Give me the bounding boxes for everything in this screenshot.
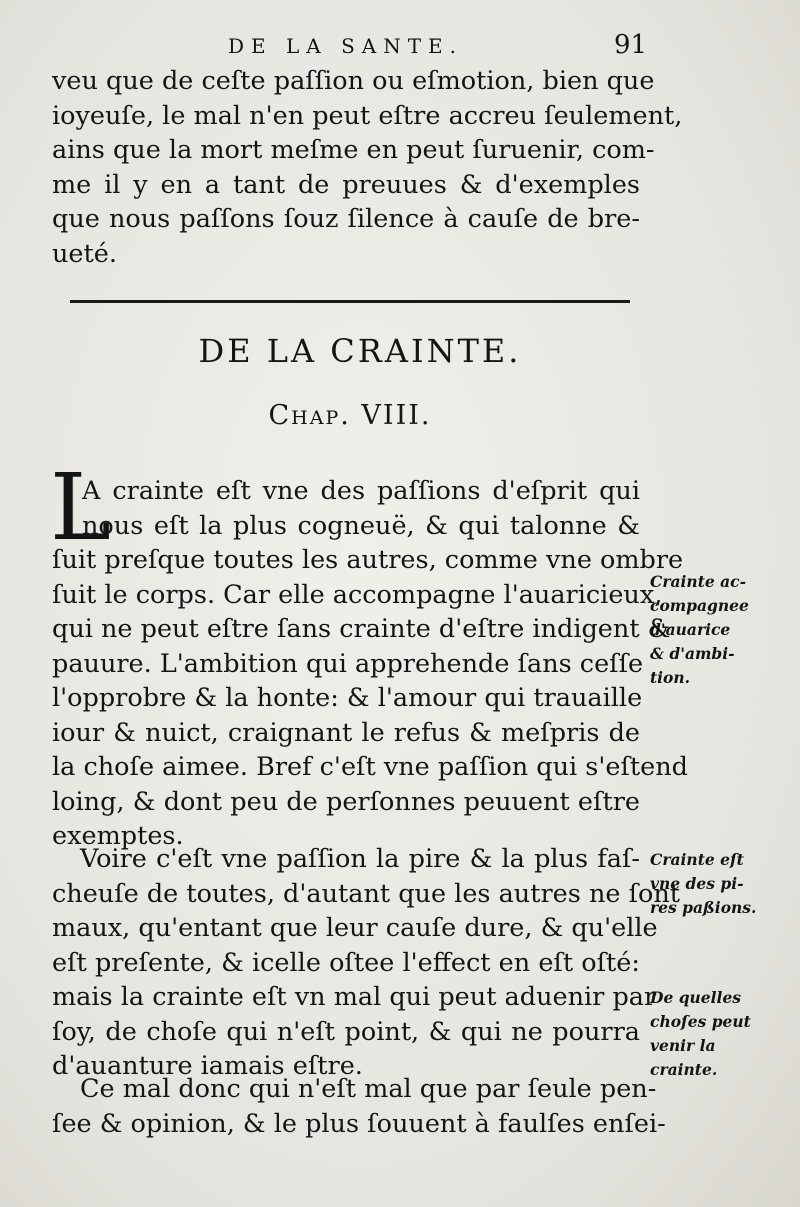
margin-note-line: d'auarice	[650, 620, 731, 639]
text-line: veu que de ceſte paſſion ou eſmotion, bien que	[52, 66, 655, 96]
drop-cap: L	[50, 454, 112, 561]
text-line: loing, & dont peu de perſonnes peuuent eſtre	[52, 786, 640, 817]
margin-note-line: compagnee	[650, 596, 749, 615]
margin-note-line: & d'ambi-	[650, 644, 735, 663]
page-number: 91	[614, 30, 648, 60]
text-line: que nous paſſons ſouz ſilence à cauſe de bre-	[52, 204, 640, 234]
text-line: cheuſe de toutes, d'autant que les autres ne ſont	[52, 878, 681, 909]
chapter-number: Chap. VIII.	[268, 400, 432, 431]
text-line: d'auanture iamais eſtre.	[52, 1051, 363, 1081]
text-line: ſuit le corps. Car elle accompagne l'auaricieux,	[52, 579, 663, 610]
text-line: eſt preſente, & icelle oſtee l'effect en eſt oſté:	[52, 947, 640, 978]
text-line: me il y en a tant de preuues & d'exemples	[52, 169, 640, 200]
margin-note-line: Crainte eſt	[650, 850, 744, 869]
text-line: ueté.	[52, 238, 117, 269]
text-line: ains que la mort meſme en peut ſuruenir, com-	[52, 135, 655, 165]
text-line: Ce mal donc qui n'eſt mal que par ſeule pen-	[80, 1074, 657, 1104]
running-head: DE LA SANTE.	[228, 34, 464, 58]
text-line: Voire c'eſt vne paſſion la pire & la plus faſ-	[80, 844, 640, 874]
text-line: ſee & opinion, & le plus ſouuent à faulſes enſei-	[52, 1108, 666, 1139]
margin-note-line: venir la	[650, 1036, 716, 1055]
text-line: A crainte eſt vne des paſſions d'eſprit qui	[82, 476, 640, 506]
margin-note-line: crainte.	[650, 1060, 718, 1079]
top-paragraph	[52, 64, 683, 271]
margin-note-line: choſes peut	[650, 1012, 751, 1031]
margin-note-line: De quelles	[650, 988, 742, 1007]
text-line: mais la crainte eſt vn mal qui peut aduenir par	[52, 982, 657, 1012]
margin-note-line: vne des pi-	[650, 874, 744, 893]
text-line: pauure. L'ambition qui apprehende ſans ceſſe	[52, 648, 644, 679]
margin-note-1	[650, 570, 800, 690]
text-line: ſoy, de choſe qui n'eſt point, & qui ne pourra	[52, 1016, 640, 1047]
text-line: maux, qu'entant que leur cauſe dure, & qu'elle	[52, 913, 658, 943]
margin-note-line: tion.	[650, 668, 691, 687]
paragraph-3	[52, 1072, 666, 1141]
text-line: nous eſt la plus cogneuë, & qui talonne &	[82, 510, 640, 541]
margin-note-line: Crainte ac-	[650, 572, 747, 591]
text-line: iour & nuict, craignant le refus & meſpris de	[52, 717, 640, 748]
margin-note-2	[650, 848, 800, 920]
text-line: la choſe aimee. Bref c'eſt vne paſſion qui s'eſtend	[52, 752, 689, 782]
margin-note-3	[650, 986, 800, 1082]
text-line: qui ne peut eſtre ſans crainte d'eſtre indigent &	[52, 614, 671, 644]
text-line: exemptes.	[52, 821, 184, 851]
page-header	[0, 30, 800, 64]
chapter-title: DE LA CRAINTE.	[198, 332, 522, 370]
text-line: l'opprobre & la honte: & l'amour qui trauaille	[52, 683, 643, 713]
section-divider	[70, 300, 630, 303]
paragraph-1	[52, 474, 689, 854]
text-line: ioyeuſe, le mal n'en peut eſtre accreu ſeulement,	[52, 100, 683, 131]
margin-note-line: res paßions.	[650, 898, 757, 917]
paragraph-2	[52, 842, 681, 1084]
text-line: ſuit preſque toutes les autres, comme vne ombre	[52, 545, 684, 575]
